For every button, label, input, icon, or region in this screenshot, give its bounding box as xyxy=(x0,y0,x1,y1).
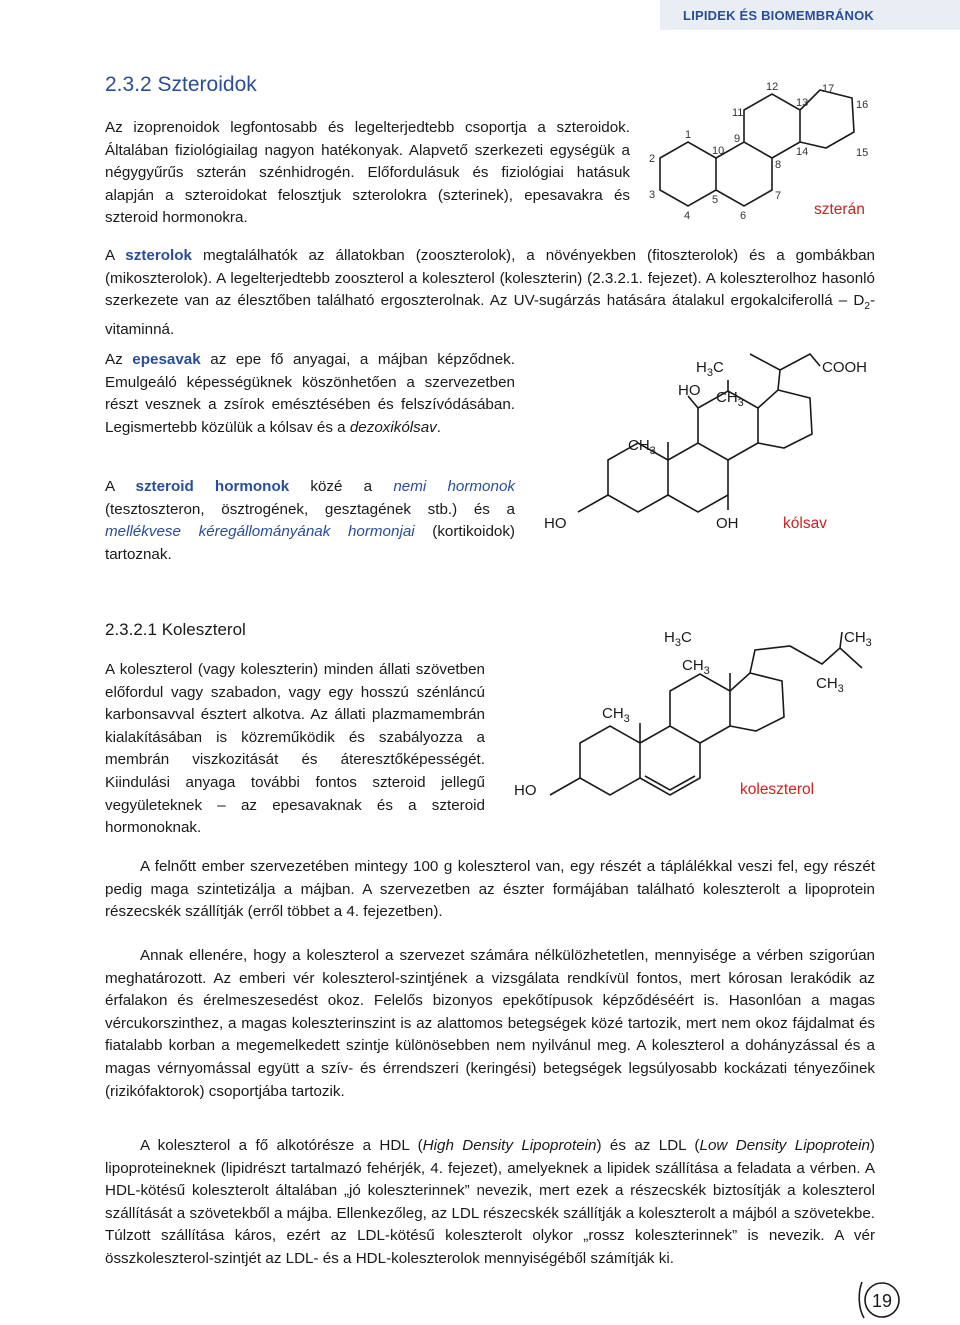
paragraph-blood-cholesterol: Annak ellenére, hogy a koleszterol a szervezet számára nélkülözhetetlen, mennyisége a vérben szigorúan meghatározott. Az emberi vér koleszterol-szintjének a vizsgálata rendkívül fontos, mert kórosan lerakódik az érfalakon és érelmeszesedést okoz. Felelős bizonyos epekőtípusok képződéséért is. Hasonlóan a magas vércukorszinthez, a magas koleszterinszint is az alattomos betegségek közé tartozik, mert nem okoz fájdalmat és fiatalabb korban a megemelkedett szintje különösebben nem nyilvánul meg. A koleszterol a dohányzással és a magas vérnyomással együtt a szív- és érrendszeri (keringési) betegségek legsúlyosabb kockázati tényezőinek (rizikófaktorok) csoportjába tartozik. xyxy=(105,947,875,1100)
paragraph-adult-cholesterol: A felnőtt ember szervezetében mintegy 100 g koleszterol van, egy részét a táplálékkal veszi fel, egy részét pedig maga szintetizálja a májban. A szervezetben az észter formájában található koleszterolt a lipoprotein részecskék szállítják (erről többet a 4. fejezetben). xyxy=(105,858,875,921)
ring-number-3: 3 xyxy=(649,189,656,201)
ring-number-4: 4 xyxy=(684,210,691,222)
intro-paragraph: Az izoprenoidok legfontosabb és legelterjedtebb csoportja a szteroidok. Általában fiziológiailag nagyon hatékonyak. Alapvető szerkezeti egységük a négygyűrűs szterán szénhidrogén. Előfordulásuk és fiziológiai hatásuk alapján a szteroidokat felosztjuk szterolokra (szterinek), epesavakra és szteroid hormonokra. xyxy=(105,119,630,227)
cholic-ho-top: HO xyxy=(678,382,701,399)
cholesterol-ch3-ring: $CH_3$ xyxy=(602,705,630,725)
cholic-ch3-left: $CH_3$ xyxy=(628,437,656,457)
ring-number-13: 13 xyxy=(796,97,809,109)
cholesterol-intro-paragraph: A koleszterol (vagy koleszterin) minden állati szövetben előfordul vagy szabadon, vagy egy hosszú szénláncú karbonsavval észtert alkotva. Az állati plazmamembrán kialakításában is közreműködik és szabályozza a membrán viszkozitását és áteresztőképességét. Kiindulási anyaga további fontos szteroid jellegű vegyületeknek – az epesavaknak és a szteroid hormonoknak. xyxy=(105,661,485,837)
sterols-paragraph: A szterolok megtalálhatók az állatokban (zooszterolok), a növényekben (fitoszterolok) és a gombákban (mikoszterolok). A legelterjedtebb zooszterol a koleszterol (koleszterin) (2.3.2.1. fejezet). A koleszterolhoz hasonló szerkezete van az élesztőben található ergoszterolnak. Az UV-sugárzás hatására átalakul ergokalciferollá – $D_2$-vitaminná. xyxy=(105,247,876,338)
ring-number-1: 1 xyxy=(685,129,692,141)
page-number: 19 xyxy=(871,1291,893,1311)
ring-number-7: 7 xyxy=(775,190,782,202)
header-band xyxy=(660,0,960,30)
ring-number-17: 17 xyxy=(822,83,835,95)
term-steroid-hormones: szteroid hormonok xyxy=(135,478,290,495)
cholic-ho-left: HO xyxy=(544,515,567,532)
steroid-hormones-paragraph: A szteroid hormonok közé a nemi hormonok (tesztoszteron, ösztrogének, gesztagének stb.) és a mellékvese kéregállományának hormonjai (kortikoidok) tartoznak. xyxy=(105,478,515,563)
ring-number-9: 9 xyxy=(734,133,741,145)
ring-number-12: 12 xyxy=(766,81,779,93)
cholic-cooh: COOH xyxy=(822,359,867,376)
ring-number-2: 2 xyxy=(649,153,656,165)
cholic-acid-structure xyxy=(538,350,898,540)
cholesterol-ch3-mid: $CH_3$ xyxy=(682,657,710,677)
section-title: 2.3.2 Szteroidok xyxy=(105,73,257,96)
term-bile-acids: epesavak xyxy=(132,351,201,368)
paragraph-hdl-ldl: A koleszterol a fő alkotórésze a HDL (High Density Lipoprotein) és az LDL (Low Density Lipoprotein) lipoproteineknek (lipidrészt tartalmazó fehérjék, 4. fejezet), amelyeknek a lipidek szállítása a feladata a vérben. A HDL-kötésű koleszterolt általában „jó koleszterinnek” nevezik, mert ezek a részecskék biztosítják a koleszterol szállítását a szövetekből a májba. Ellenkezőleg, az LDL részecskék szállítják a koleszterolt a májból a szövetekbe. Túlzott szállítása káros, ezért az LDL-kötésű koleszterolt olykor „rossz koleszterinnek” is nevezik. A vér összkoleszterol-szintjét az LDL- és a HDL-koleszterolok mennyiségéből számítják ki. xyxy=(105,1137,875,1267)
bile-acids-paragraph: Az epesavak az epe fő anyagai, a májban képződnek. Emulgeáló képességüknek köszönhetően a szervezetben részt vesznek a zsírok emésztésében és felszívódásában. Legismertebb közülük a kólsav és a dezoxikólsav. xyxy=(105,351,515,436)
sterane-structure xyxy=(630,76,900,226)
cholic-oh: OH xyxy=(716,515,739,532)
ring-number-14: 14 xyxy=(796,146,809,158)
cholesterol-h3c: $H_3C$ xyxy=(664,629,692,649)
ring-number-11: 11 xyxy=(732,107,744,119)
ring-number-10: 10 xyxy=(712,145,725,157)
page-number-badge xyxy=(856,1278,906,1322)
chapter-title: LIPIDEK ÉS BIOMEMBRÁNOK xyxy=(683,8,874,23)
ring-number-8: 8 xyxy=(775,159,782,171)
ring-number-15: 15 xyxy=(856,147,869,159)
subsection-title: 2.3.2.1 Koleszterol xyxy=(105,620,246,639)
ring-number-16: 16 xyxy=(856,99,869,111)
cholic-h3c: $H_3C$ xyxy=(696,359,724,379)
sterane-label: szterán xyxy=(814,201,865,218)
ring-number-5: 5 xyxy=(712,194,719,206)
cholesterol-ch3-top-right: $CH_3$ xyxy=(844,629,872,649)
cholesterol-ho: HO xyxy=(514,782,537,799)
cholic-acid-label: kólsav xyxy=(783,515,827,532)
cholesterol-label: koleszterol xyxy=(740,781,815,798)
term-sterols: szterolok xyxy=(125,247,192,264)
ring-number-6: 6 xyxy=(740,210,747,222)
cholesterol-ch3-right: $CH_3$ xyxy=(816,675,844,695)
cholesterol-structure xyxy=(510,618,890,818)
cholic-ch3-mid: $CH_3$ xyxy=(716,389,744,409)
